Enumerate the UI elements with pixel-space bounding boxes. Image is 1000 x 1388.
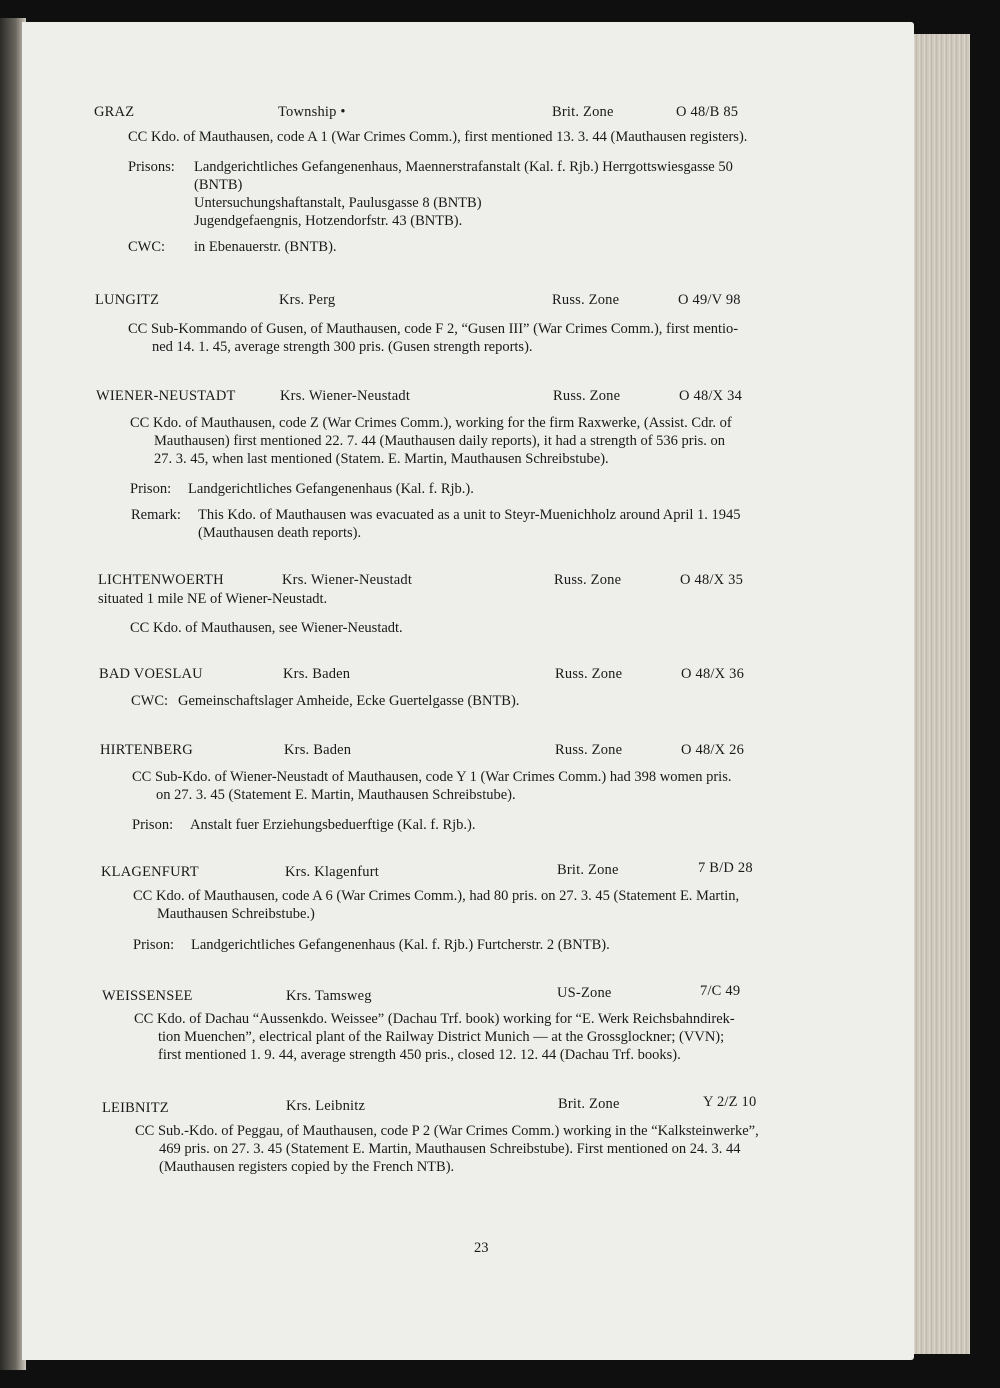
place-name: KLAGENFURT (101, 864, 199, 880)
entry-description (135, 1122, 759, 1176)
text-line: 469 pris. on 27. 3. 45 (Statement E. Martin, Mauthausen Schreibstube). First mentioned on 24. 3. 44 (159, 1141, 741, 1157)
text-line: CC Sub.-Kdo. of Peggau, of Mauthausen, code P 2 (War Crimes Comm.) working in the “Kalksteinwerke”, (135, 1123, 759, 1139)
text-line: Jugendgefaengnis, Hotzendorfstr. 43 (BNTB). (194, 213, 463, 229)
map-reference: O 49/V 98 (678, 292, 741, 308)
text-line: Mauthausen Schreibstube.) (157, 906, 315, 922)
place-name: HIRTENBERG (100, 742, 193, 758)
prisons-text (194, 158, 733, 230)
zone: Russ. Zone (552, 292, 620, 308)
place-name: LUNGITZ (95, 292, 160, 308)
zone: Russ. Zone (554, 572, 622, 588)
prison-label: Prison: (130, 481, 172, 497)
prison-text (191, 936, 610, 954)
place-name: WIENER-NEUSTADT (96, 388, 236, 404)
map-reference: 7/C 49 (700, 983, 741, 999)
text-line: (Mauthausen death reports). (198, 525, 362, 541)
place-name: LICHTENWOERTH (98, 572, 224, 588)
prisons-label: Prisons: (128, 159, 175, 175)
text-line: 27. 3. 45, when last mentioned (Statem. E. Martin, Mauthausen Schreibstube). (154, 451, 609, 467)
zone: Brit. Zone (552, 104, 614, 120)
district: Krs. Klagenfurt (285, 864, 380, 880)
text-line: in Ebenauerstr. (BNTB). (194, 239, 337, 255)
map-reference: O 48/X 35 (680, 572, 744, 588)
text-line: CC Kdo. of Mauthausen, code A 6 (War Crimes Comm.), had 80 pris. on 27. 3. 45 (Statement E. Martin, (133, 888, 740, 904)
text-line: tion Muenchen”, electrical plant of the Railway District Munich — at the Grossglockner; (VVN); (158, 1029, 725, 1045)
entry-description (128, 128, 747, 146)
text-line: CC Kdo. of Mauthausen, see Wiener-Neustadt. (130, 620, 403, 636)
district: Krs. Perg (279, 292, 336, 308)
text-line: CC Kdo. of Mauthausen, code A 1 (War Crimes Comm.), first mentioned 13. 3. 44 (Mauthausen registers). (128, 129, 748, 145)
text-line: first mentioned 1. 9. 44, average strength 450 pris., closed 12. 12. 44 (Dachau Trf. books). (158, 1047, 681, 1063)
district: Krs. Baden (283, 666, 351, 682)
zone: Brit. Zone (558, 1096, 620, 1112)
prison-label: Prison: (132, 817, 174, 833)
location-note: situated 1 mile NE of Wiener-Neustadt. (98, 591, 328, 607)
entry-description (132, 768, 731, 804)
entry-description (134, 1010, 735, 1064)
prison-label: Prison: (133, 937, 175, 953)
zone: Russ. Zone (555, 742, 623, 758)
district: Krs. Wiener-Neustadt (282, 572, 413, 588)
entry-description (130, 619, 403, 637)
text-line: CC Kdo. of Mauthausen, code Z (War Crimes Comm.), working for the firm Raxwerke, (Assist. Cdr. of (130, 415, 732, 431)
district: Krs. Baden (284, 742, 352, 758)
text-line: Landgerichtliches Gefangenenhaus (Kal. f. Rjb.) Furtcherstr. 2 (BNTB). (191, 937, 610, 953)
map-reference: 7 B/D 28 (698, 860, 753, 876)
place-name: BAD VOESLAU (99, 666, 203, 682)
zone: Russ. Zone (553, 388, 621, 404)
text-line: Landgerichtliches Gefangenenhaus (Kal. f. Rjb.). (188, 481, 474, 497)
text-line: CC Sub-Kdo. of Wiener-Neustadt of Mauthausen, code Y 1 (War Crimes Comm.) had 398 women pris. (132, 769, 732, 785)
cwc-label: CWC: (131, 693, 169, 709)
place-name: LEIBNITZ (102, 1100, 169, 1116)
zone: Brit. Zone (557, 862, 619, 878)
map-reference: O 48/B 85 (676, 104, 739, 120)
zone: Russ. Zone (555, 666, 623, 682)
text-line: ned 14. 1. 45, average strength 300 pris. (Gusen strength reports). (152, 339, 533, 355)
remark-label: Remark: (131, 507, 181, 523)
page-number: 23 (474, 1240, 489, 1256)
text-line: Mauthausen) first mentioned 22. 7. 44 (Mauthausen daily reports), it had a strength of 536 pris. on (154, 433, 726, 449)
map-reference: O 48/X 34 (679, 388, 743, 404)
map-reference: O 48/X 26 (681, 742, 745, 758)
map-reference: O 48/X 36 (681, 666, 745, 682)
text-line: on 27. 3. 45 (Statement E. Martin, Mauthausen Schreibstube). (156, 787, 516, 803)
text-line: This Kdo. of Mauthausen was evacuated as a unit to Steyr-Muenichholz around April 1. 1945 (198, 507, 741, 523)
prison-text (190, 816, 475, 834)
district: Township • (278, 104, 346, 120)
entry-description (130, 414, 732, 468)
entry-description (128, 320, 738, 356)
remark-text (198, 506, 741, 542)
text-line: Landgerichtliches Gefangenenhaus, Maennerstrafanstalt (Kal. f. Rjb.) Herrgottswiesgasse 50 (194, 159, 733, 175)
district: Krs. Wiener-Neustadt (280, 388, 411, 404)
cwc-text (194, 238, 337, 256)
text-line: CC Kdo. of Dachau “Aussenkdo. Weissee” (Dachau Trf. book) working for “E. Werk Reichsbahndirek- (134, 1011, 735, 1027)
zone: US-Zone (557, 985, 612, 1001)
text-line: CC Sub-Kommando of Gusen, of Mauthausen, code F 2, “Gusen III” (War Crimes Comm.), first mentio- (128, 321, 739, 337)
entry-description (133, 887, 739, 923)
text-line: (Mauthausen registers copied by the French NTB). (159, 1159, 455, 1175)
text-line: Untersuchungshaftanstalt, Paulusgasse 8 (BNTB) (194, 195, 482, 211)
cwc-text (178, 692, 519, 710)
text-line: (BNTB) (194, 177, 243, 193)
place-name: GRAZ (94, 104, 135, 120)
text-line: Gemeinschaftslager Amheide, Ecke Guertelgasse (BNTB). (178, 693, 520, 709)
district: Krs. Tamsweg (286, 988, 372, 1004)
map-reference: Y 2/Z 10 (703, 1094, 757, 1110)
prison-text (188, 480, 474, 498)
text-line: Anstalt fuer Erziehungsbeduerftige (Kal. f. Rjb.). (190, 817, 476, 833)
district: Krs. Leibnitz (286, 1098, 366, 1114)
place-name: WEISSENSEE (102, 988, 193, 1004)
cwc-label: CWC: (128, 239, 166, 255)
